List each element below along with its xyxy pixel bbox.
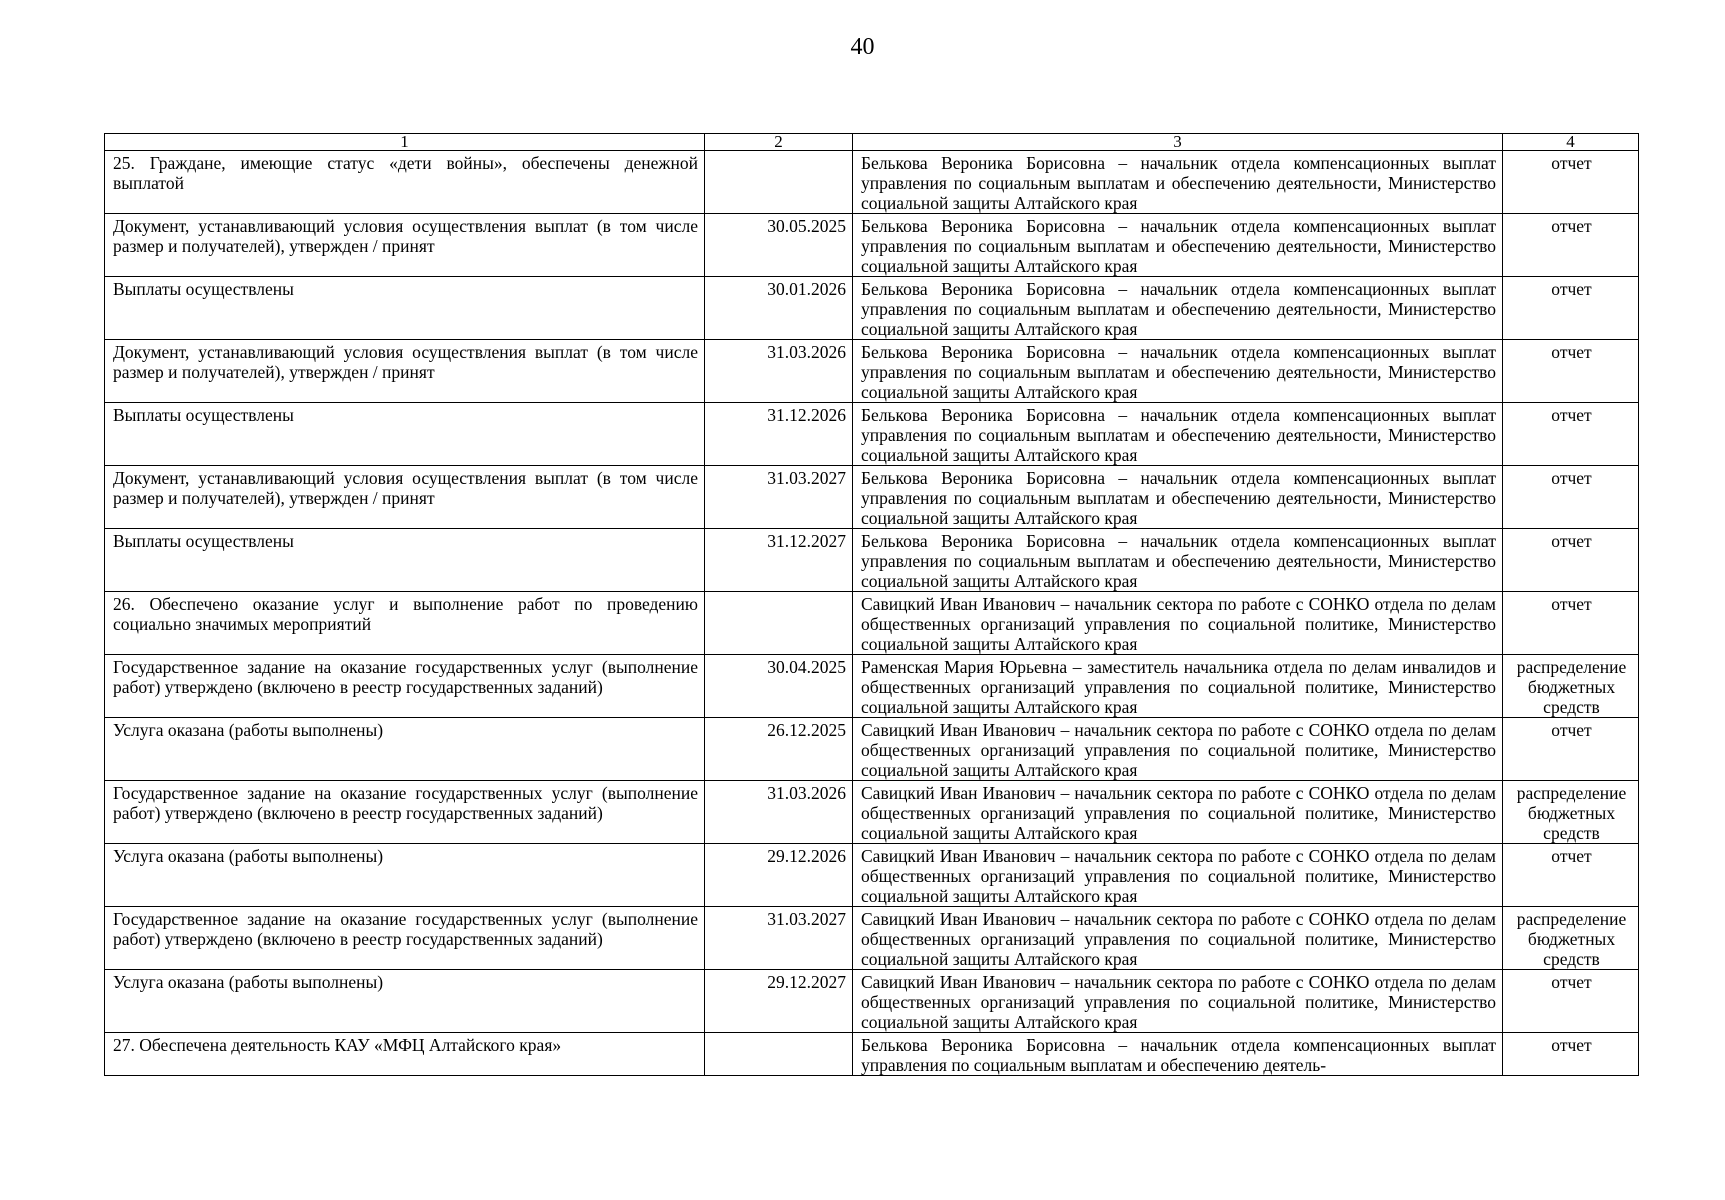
event-cell: Выплаты осуществлены: [105, 529, 705, 592]
table-row: [105, 718, 1639, 781]
document-cell: отчет: [1503, 718, 1639, 781]
date-cell: 31.03.2026: [705, 340, 853, 403]
document-cell: отчет: [1503, 151, 1639, 214]
date-cell: [705, 1033, 853, 1076]
date-cell: 26.12.2025: [705, 718, 853, 781]
event-cell: 27. Обеспечена деятельность КАУ «МФЦ Алтайского края»: [105, 1033, 705, 1076]
column-header-1: 1: [105, 134, 705, 151]
document-cell: распределение бюджетных средств: [1503, 655, 1639, 718]
responsible-cell: Белькова Вероника Борисовна – начальник отдела компенсационных выплат управления по социальным выплатам и обеспечению деятельности, Министерство социальной защиты Алтайского края: [853, 151, 1503, 214]
responsible-cell: Белькова Вероника Борисовна – начальник отдела компенсационных выплат управления по социальным выплатам и обеспечению деятельности, Министерство социальной защиты Алтайского края: [853, 403, 1503, 466]
event-cell: Услуга оказана (работы выполнены): [105, 970, 705, 1033]
date-cell: 31.03.2027: [705, 466, 853, 529]
document-cell: отчет: [1503, 277, 1639, 340]
table-row: [105, 1033, 1639, 1076]
event-cell: Государственное задание на оказание государственных услуг (выполнение работ) утверждено (включено в реестр государственных заданий): [105, 781, 705, 844]
date-cell: 30.05.2025: [705, 214, 853, 277]
table-row: [105, 970, 1639, 1033]
event-cell: Услуга оказана (работы выполнены): [105, 844, 705, 907]
responsible-cell: Савицкий Иван Иванович – начальник сектора по работе с СОНКО отдела по делам общественных организаций управления по социальной политике, Министерство социальной защиты Алтайского края: [853, 844, 1503, 907]
document-cell: отчет: [1503, 466, 1639, 529]
table-row: [105, 655, 1639, 718]
responsible-cell: Савицкий Иван Иванович – начальник сектора по работе с СОНКО отдела по делам общественных организаций управления по социальной политике, Министерство социальной защиты Алтайского края: [853, 592, 1503, 655]
document-cell: отчет: [1503, 844, 1639, 907]
responsible-cell: Савицкий Иван Иванович – начальник сектора по работе с СОНКО отдела по делам общественных организаций управления по социальной политике, Министерство социальной защиты Алтайского края: [853, 970, 1503, 1033]
responsible-cell: Белькова Вероника Борисовна – начальник отдела компенсационных выплат управления по социальным выплатам и обеспечению деятельности, Министерство социальной защиты Алтайского края: [853, 340, 1503, 403]
document-cell: отчет: [1503, 592, 1639, 655]
responsible-cell: Савицкий Иван Иванович – начальник сектора по работе с СОНКО отдела по делам общественных организаций управления по социальной политике, Министерство социальной защиты Алтайского края: [853, 718, 1503, 781]
table-row: [105, 781, 1639, 844]
date-cell: 30.04.2025: [705, 655, 853, 718]
document-cell: распределение бюджетных средств: [1503, 781, 1639, 844]
event-cell: Документ, устанавливающий условия осуществления выплат (в том числе размер и получателей), утвержден / принят: [105, 340, 705, 403]
table-row: [105, 592, 1639, 655]
date-cell: 31.03.2026: [705, 781, 853, 844]
responsible-cell: Белькова Вероника Борисовна – начальник отдела компенсационных выплат управления по социальным выплатам и обеспечению деятельности, Министерство социальной защиты Алтайского края: [853, 214, 1503, 277]
column-header-2: 2: [705, 134, 853, 151]
table-row: [105, 466, 1639, 529]
document-cell: отчет: [1503, 529, 1639, 592]
date-cell: 31.12.2027: [705, 529, 853, 592]
date-cell: 31.12.2026: [705, 403, 853, 466]
event-cell: Государственное задание на оказание государственных услуг (выполнение работ) утверждено (включено в реестр государственных заданий): [105, 907, 705, 970]
event-cell: Документ, устанавливающий условия осуществления выплат (в том числе размер и получателей), утвержден / принят: [105, 214, 705, 277]
event-cell: Выплаты осуществлены: [105, 277, 705, 340]
document-cell: отчет: [1503, 403, 1639, 466]
column-number-row: [105, 134, 1639, 151]
table-row: [105, 403, 1639, 466]
column-header-3: 3: [853, 134, 1503, 151]
responsible-cell: Белькова Вероника Борисовна – начальник отдела компенсационных выплат управления по социальным выплатам и обеспечению деятель-: [853, 1033, 1503, 1076]
page-number: 40: [850, 34, 875, 60]
table-row: [105, 214, 1639, 277]
column-header-4: 4: [1503, 134, 1639, 151]
document-cell: отчет: [1503, 340, 1639, 403]
date-cell: 31.03.2027: [705, 907, 853, 970]
events-table: [104, 133, 1639, 1076]
date-cell: 29.12.2026: [705, 844, 853, 907]
table-row: [105, 529, 1639, 592]
document-cell: отчет: [1503, 214, 1639, 277]
table-row: [105, 340, 1639, 403]
date-cell: 30.01.2026: [705, 277, 853, 340]
document-cell: отчет: [1503, 1033, 1639, 1076]
document-cell: распределение бюджетных средств: [1503, 907, 1639, 970]
event-cell: Услуга оказана (работы выполнены): [105, 718, 705, 781]
responsible-cell: Белькова Вероника Борисовна – начальник отдела компенсационных выплат управления по социальным выплатам и обеспечению деятельности, Министерство социальной защиты Алтайского края: [853, 466, 1503, 529]
event-cell: Государственное задание на оказание государственных услуг (выполнение работ) утверждено (включено в реестр государственных заданий): [105, 655, 705, 718]
responsible-cell: Савицкий Иван Иванович – начальник сектора по работе с СОНКО отдела по делам общественных организаций управления по социальной политике, Министерство социальной защиты Алтайского края: [853, 781, 1503, 844]
date-cell: [705, 592, 853, 655]
responsible-cell: Белькова Вероника Борисовна – начальник отдела компенсационных выплат управления по социальным выплатам и обеспечению деятельности, Министерство социальной защиты Алтайского края: [853, 529, 1503, 592]
table-row: [105, 844, 1639, 907]
event-cell: 26. Обеспечено оказание услуг и выполнение работ по проведению социально значимых мероприятий: [105, 592, 705, 655]
table-row: [105, 151, 1639, 214]
date-cell: 29.12.2027: [705, 970, 853, 1033]
table-row: [105, 907, 1639, 970]
table-row: [105, 277, 1639, 340]
event-cell: 25. Граждане, имеющие статус «дети войны», обеспечены денежной выплатой: [105, 151, 705, 214]
responsible-cell: Белькова Вероника Борисовна – начальник отдела компенсационных выплат управления по социальным выплатам и обеспечению деятельности, Министерство социальной защиты Алтайского края: [853, 277, 1503, 340]
event-cell: Документ, устанавливающий условия осуществления выплат (в том числе размер и получателей), утвержден / принят: [105, 466, 705, 529]
document-cell: отчет: [1503, 970, 1639, 1033]
responsible-cell: Савицкий Иван Иванович – начальник сектора по работе с СОНКО отдела по делам общественных организаций управления по социальной политике, Министерство социальной защиты Алтайского края: [853, 907, 1503, 970]
event-cell: Выплаты осуществлены: [105, 403, 705, 466]
responsible-cell: Раменская Мария Юрьевна – заместитель начальника отдела по делам инвалидов и общественных организаций управления по социальной политике, Министерство социальной защиты Алтайского края: [853, 655, 1503, 718]
date-cell: [705, 151, 853, 214]
